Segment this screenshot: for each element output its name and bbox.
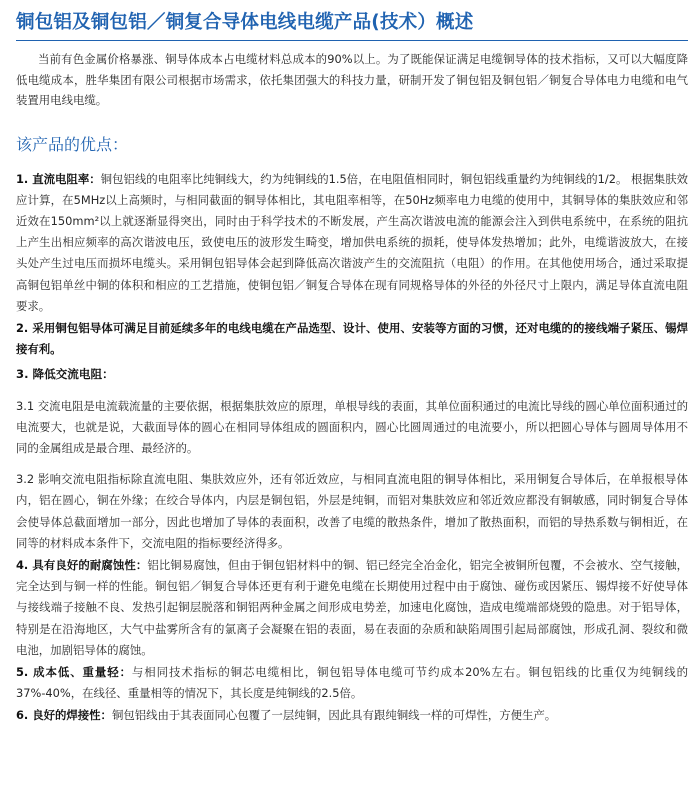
point-4-text: 铝比铜易腐蚀，但由于铜包铝材料中的铜、铝已经完全冶金化，铝完全被铜所包覆，不会被水、空气接触，完全达到与铜一样的性能。铜包铝／铜复合导体还更有利于避免电缆在长期使用过程中由于腐蚀、碰伤或因紧压、锡焊接不好使导体与接线端子接触不良、发热引起铜层脱落和铜铝两种金属之间形成电势差，加速电化腐蚀，造成电缆端部烧毁的隐患。对于铝导体，特别是在沿海地区，大气中盐雾所含有的氯离子会凝聚在铝的表面，易在表面的杂质和缺陷周围引起局部腐蚀，形成孔洞、裂纹和微电池，加剧铝导体的腐蚀。 — [16, 557, 688, 657]
point-2-paragraph — [16, 318, 688, 360]
intro-paragraph: 当前有色金属价格暴涨、铜导体成本占电缆材料总成本的90%以上。为了既能保证满足电缆铜导体的技术指标，又可以大幅度降低电缆成本，胜华集团有限公司根据市场需求，依托集团强大的科技力量，研制开发了铜包铝及铜包铝／铜复合导体电力电缆和电气装置用电线电缆。 — [16, 52, 688, 107]
point-3-1-paragraph: 3.1 交流电阻是电流载流量的主要依据，根据集肤效应的原理，单根导线的表面，其单位面积通过的电流比导线的圆心单位面积通过的电流要大，也就是说，大截面导体的圆心在相同导体组成的圆面积内，圆心比圆周通过的电流要小，所以把圆心导体与圆周导体用不同的金属组成是最合理、最经济的。 — [16, 398, 688, 455]
title-divider — [16, 40, 688, 41]
section-heading-advantages: 该产品的优点： — [16, 134, 129, 154]
page-title: 铜包铝及铜包铝／铜复合导体电线电缆产品(技术）概述 — [16, 12, 474, 33]
point-5-text: 与相同技术指标的铜芯电缆相比，铜包铝导体电缆可节约成本20%左右。铜包铝线的比重仅为纯铜线的37%-40%，在线径、重量相等的情况下，其长度是纯铜线的2.5倍。 — [16, 664, 688, 701]
point-1-paragraph — [16, 169, 688, 317]
point-5-title: 5. 成本低、重量轻： — [16, 664, 132, 679]
point-5-paragraph — [16, 662, 688, 704]
point-1-title: 1. 直流电阻率： — [16, 171, 101, 186]
point-6-text: 铜包铝线由于其表面同心包覆了一层纯铜，因此具有跟纯铜线一样的可焊性，方便生产。 — [111, 708, 557, 723]
point-3-2-paragraph: 3.2 影响交流电阻指标除直流电阻、集肤效应外，还有邻近效应，与相同直流电阻的铜导体相比，采用铜复合导体后，在单报根导体内，铝在圆心，铜在外缘；在绞合导体内，内层是铜包铝，外层是纯铜，而铝对集肤效应和邻近效应都没有铜敏感，同时铜复合导体会使导体总截面增加一部分，因此也增加了导体的表面积，改善了电缆的散热条件，增加了散热面积，而铝的导热系数与铜相近，在同等的材料成本条件下，交流电阻的指标要经济得多。 — [16, 472, 688, 550]
point-4-paragraph — [16, 555, 688, 661]
point-6-title: 6. 良好的焊接性： — [16, 708, 112, 723]
point-3-title: 3. 降低交流电阻： — [16, 367, 114, 382]
point-6-paragraph — [16, 705, 688, 726]
point-4-title: 4. 具有良好的耐腐蚀性： — [16, 557, 148, 572]
point-2-title: 2. 采用铜包铝导体可满足目前延续多年的电线电缆在产品选型、设计、使用、安装等方面的习惯，还对电缆的的接线端子紧压、锡焊接有利。 — [16, 320, 688, 357]
point-1-text: 铜包铝线的电阻率比纯铜线大，约为纯铜线的1.5倍，在电阻值相同时，铜包铝线重量约为纯铜线的1/2。 根据集肤效应计算，在5MHz以上高频时，与相同截面的铜导体相比，其电阻率相等，在50Hz频率电力电缆的使用中，其铜导体的集肤效应和邻近效在150mm²以上就逐渐显得突出，同时由于科学技术的不断发展，产生高次谐波电流的能源会注入到供电系统中，在系统的阻抗上产生出相应频率的高次谐波电压，致使电压的波形发生畸变，增加供电系统的损耗，使导体发热增加；此外，电缆谐波放大，在接头处产生过电压而损坏电缆头。采用铜包铝导体会起到降低高次谐波产生的交流阻抗（电阻）的作用。在其他使用场合，通过采取提高铜包铝单丝中铜的体积和相应的工艺措施，使铜包铝／铜复合导体在现有同规格导体的外径的外径尺寸上限内，满足导体直流电阻要求。 — [16, 171, 688, 313]
